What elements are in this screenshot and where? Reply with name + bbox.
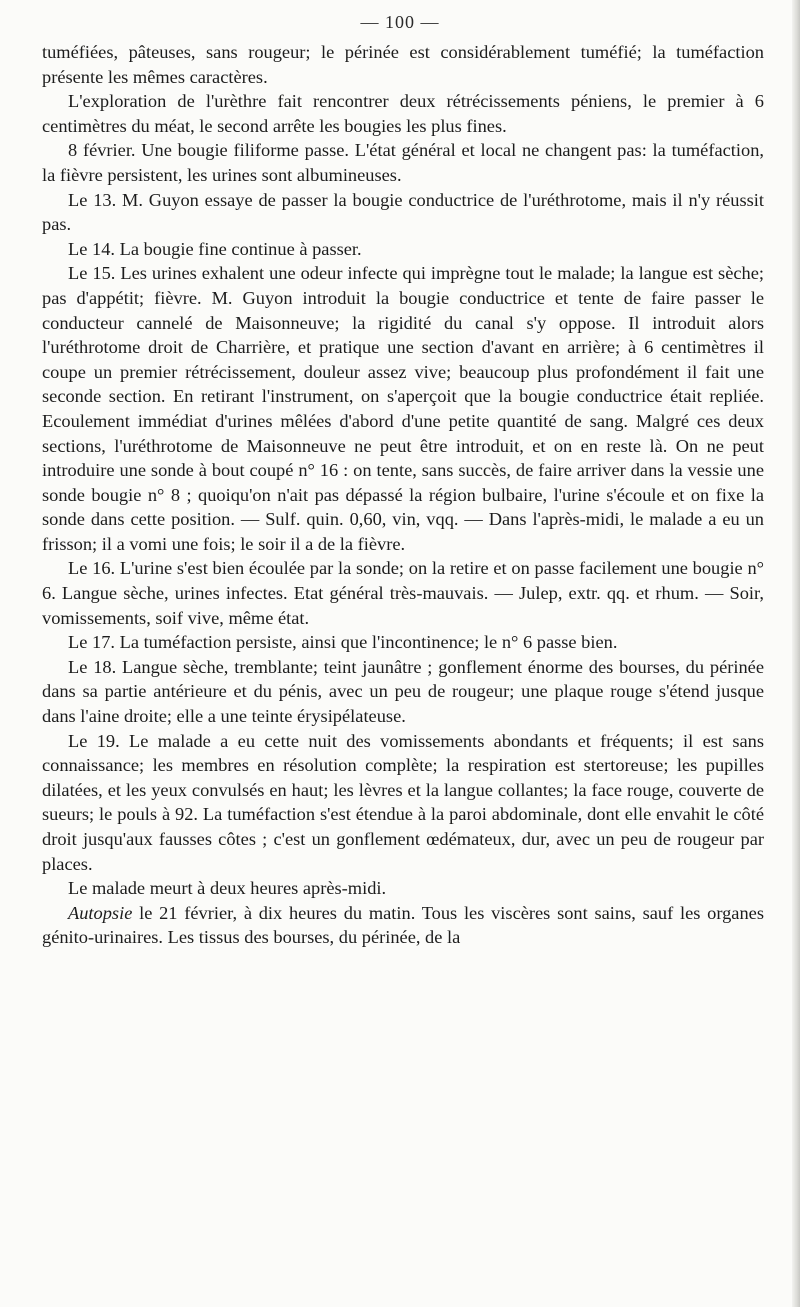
paragraph-le-14: Le 14. La bougie fine continue à passer.	[68, 238, 362, 259]
paragraph-autopsie	[42, 901, 764, 950]
paragraph-le-19: Le 19. Le malade a eu cette nuit des vomissements abondants et fréquents; il est sans connaissance; les membres en résolution complète; la respiration est stertoreuse; les pupilles dilatées, et les yeux convulsés en haut; les lèvres et la langue collantes; la face rouge, couverte de sueurs; le pouls à 92. La tuméfaction s'est étendue à la paroi abdominale, dont elle envahit le côté droit jusqu'aux fausses côtes ; c'est un gonflement œdémateux, dur, avec un peu de rougeur par places.	[42, 730, 764, 874]
body-text	[42, 40, 764, 950]
paragraph-le-17: Le 17. La tuméfaction persiste, ainsi que l'incontinence; le n° 6 passe bien.	[68, 632, 618, 653]
paragraph-exploration: L'exploration de l'urèthre fait rencontrer deux rétrécissements péniens, le premier à 6 centimètres du méat, le second arrête les bougies les plus fines.	[42, 91, 764, 136]
paragraph-8-fevrier: 8 février. Une bougie filiforme passe. L'état général et local ne changent pas: la tuméfaction, la fièvre persistent, les urines sont albumineuses.	[42, 140, 764, 185]
autopsie-label: Autopsie	[68, 902, 133, 923]
paragraph-le-15: Le 15. Les urines exhalent une odeur infecte qui imprègne tout le malade; la langue est sèche; pas d'appétit; fièvre. M. Guyon introduit la bougie conductrice et tente de faire passer le conducteur cannelé de Maisonneuve; la rigidité du canal s'y oppose. Il introduit alors l'uréthrotome droit de Charrière, et pratique une section d'avant en arrière; à 6 centimètres il coupe un premier rétrécissement, douleur assez vive; beaucoup plus profondément il fait une seconde section. En retirant l'instrument, on s'aperçoit que la bougie conductrice était repliée. Ecoulement immédiat d'urines mêlées d'abord d'une petite quantité de sang. Malgré ces deux sections, l'uréthrotome de Maisonneuve ne peut être introduit, et on en reste là. On ne peut introduire une sonde à bout coupé n° 16 : on tente, sans succès, de faire arriver dans la vessie une sonde bougie n° 8 ; quoiqu'on n'ait pas dépassé la région bulbaire, l'urine s'écoule et on fixe la sonde dans cette position. — Sulf. quin. 0,60, vin, vqq. — Dans l'après-midi, le malade a eu un frisson; il a vomi une fois; le soir il a de la fièvre.	[42, 263, 764, 554]
page-edge-shadow	[792, 0, 800, 1307]
paragraph-continuation: tuméfiées, pâteuses, sans rougeur; le périnée est considérablement tuméfié; la tuméfaction présente les mêmes caractères.	[42, 42, 764, 87]
paragraph-le-18: Le 18. Langue sèche, tremblante; teint jaunâtre ; gonflement énorme des bourses, du périnée dans sa partie antérieure et du pénis, avec un peu de rougeur; une plaque rouge s'étend jusque dans l'aine droite; elle a une teinte érysipélateuse.	[42, 656, 764, 727]
page-number: — 100 —	[360, 12, 440, 32]
paragraph-deces: Le malade meurt à deux heures après-midi.	[68, 878, 387, 899]
autopsie-text: le 21 février, à dix heures du matin. Tous les viscères sont sains, sauf les organes génito-urinaires. Les tissus des bourses, du périnée, de la	[42, 902, 764, 948]
paragraph-le-13: Le 13. M. Guyon essaye de passer la bougie conductrice de l'uréthrotome, mais il n'y réussit pas.	[42, 189, 764, 235]
paragraph-le-16: Le 16. L'urine s'est bien écoulée par la sonde; on la retire et on passe facilement une bougie n° 6. Langue sèche, urines infectes. Etat général très-mauvais. — Julep, extr. qq. et rhum. — Soir, vomissements, soif vive, même état.	[42, 558, 764, 628]
